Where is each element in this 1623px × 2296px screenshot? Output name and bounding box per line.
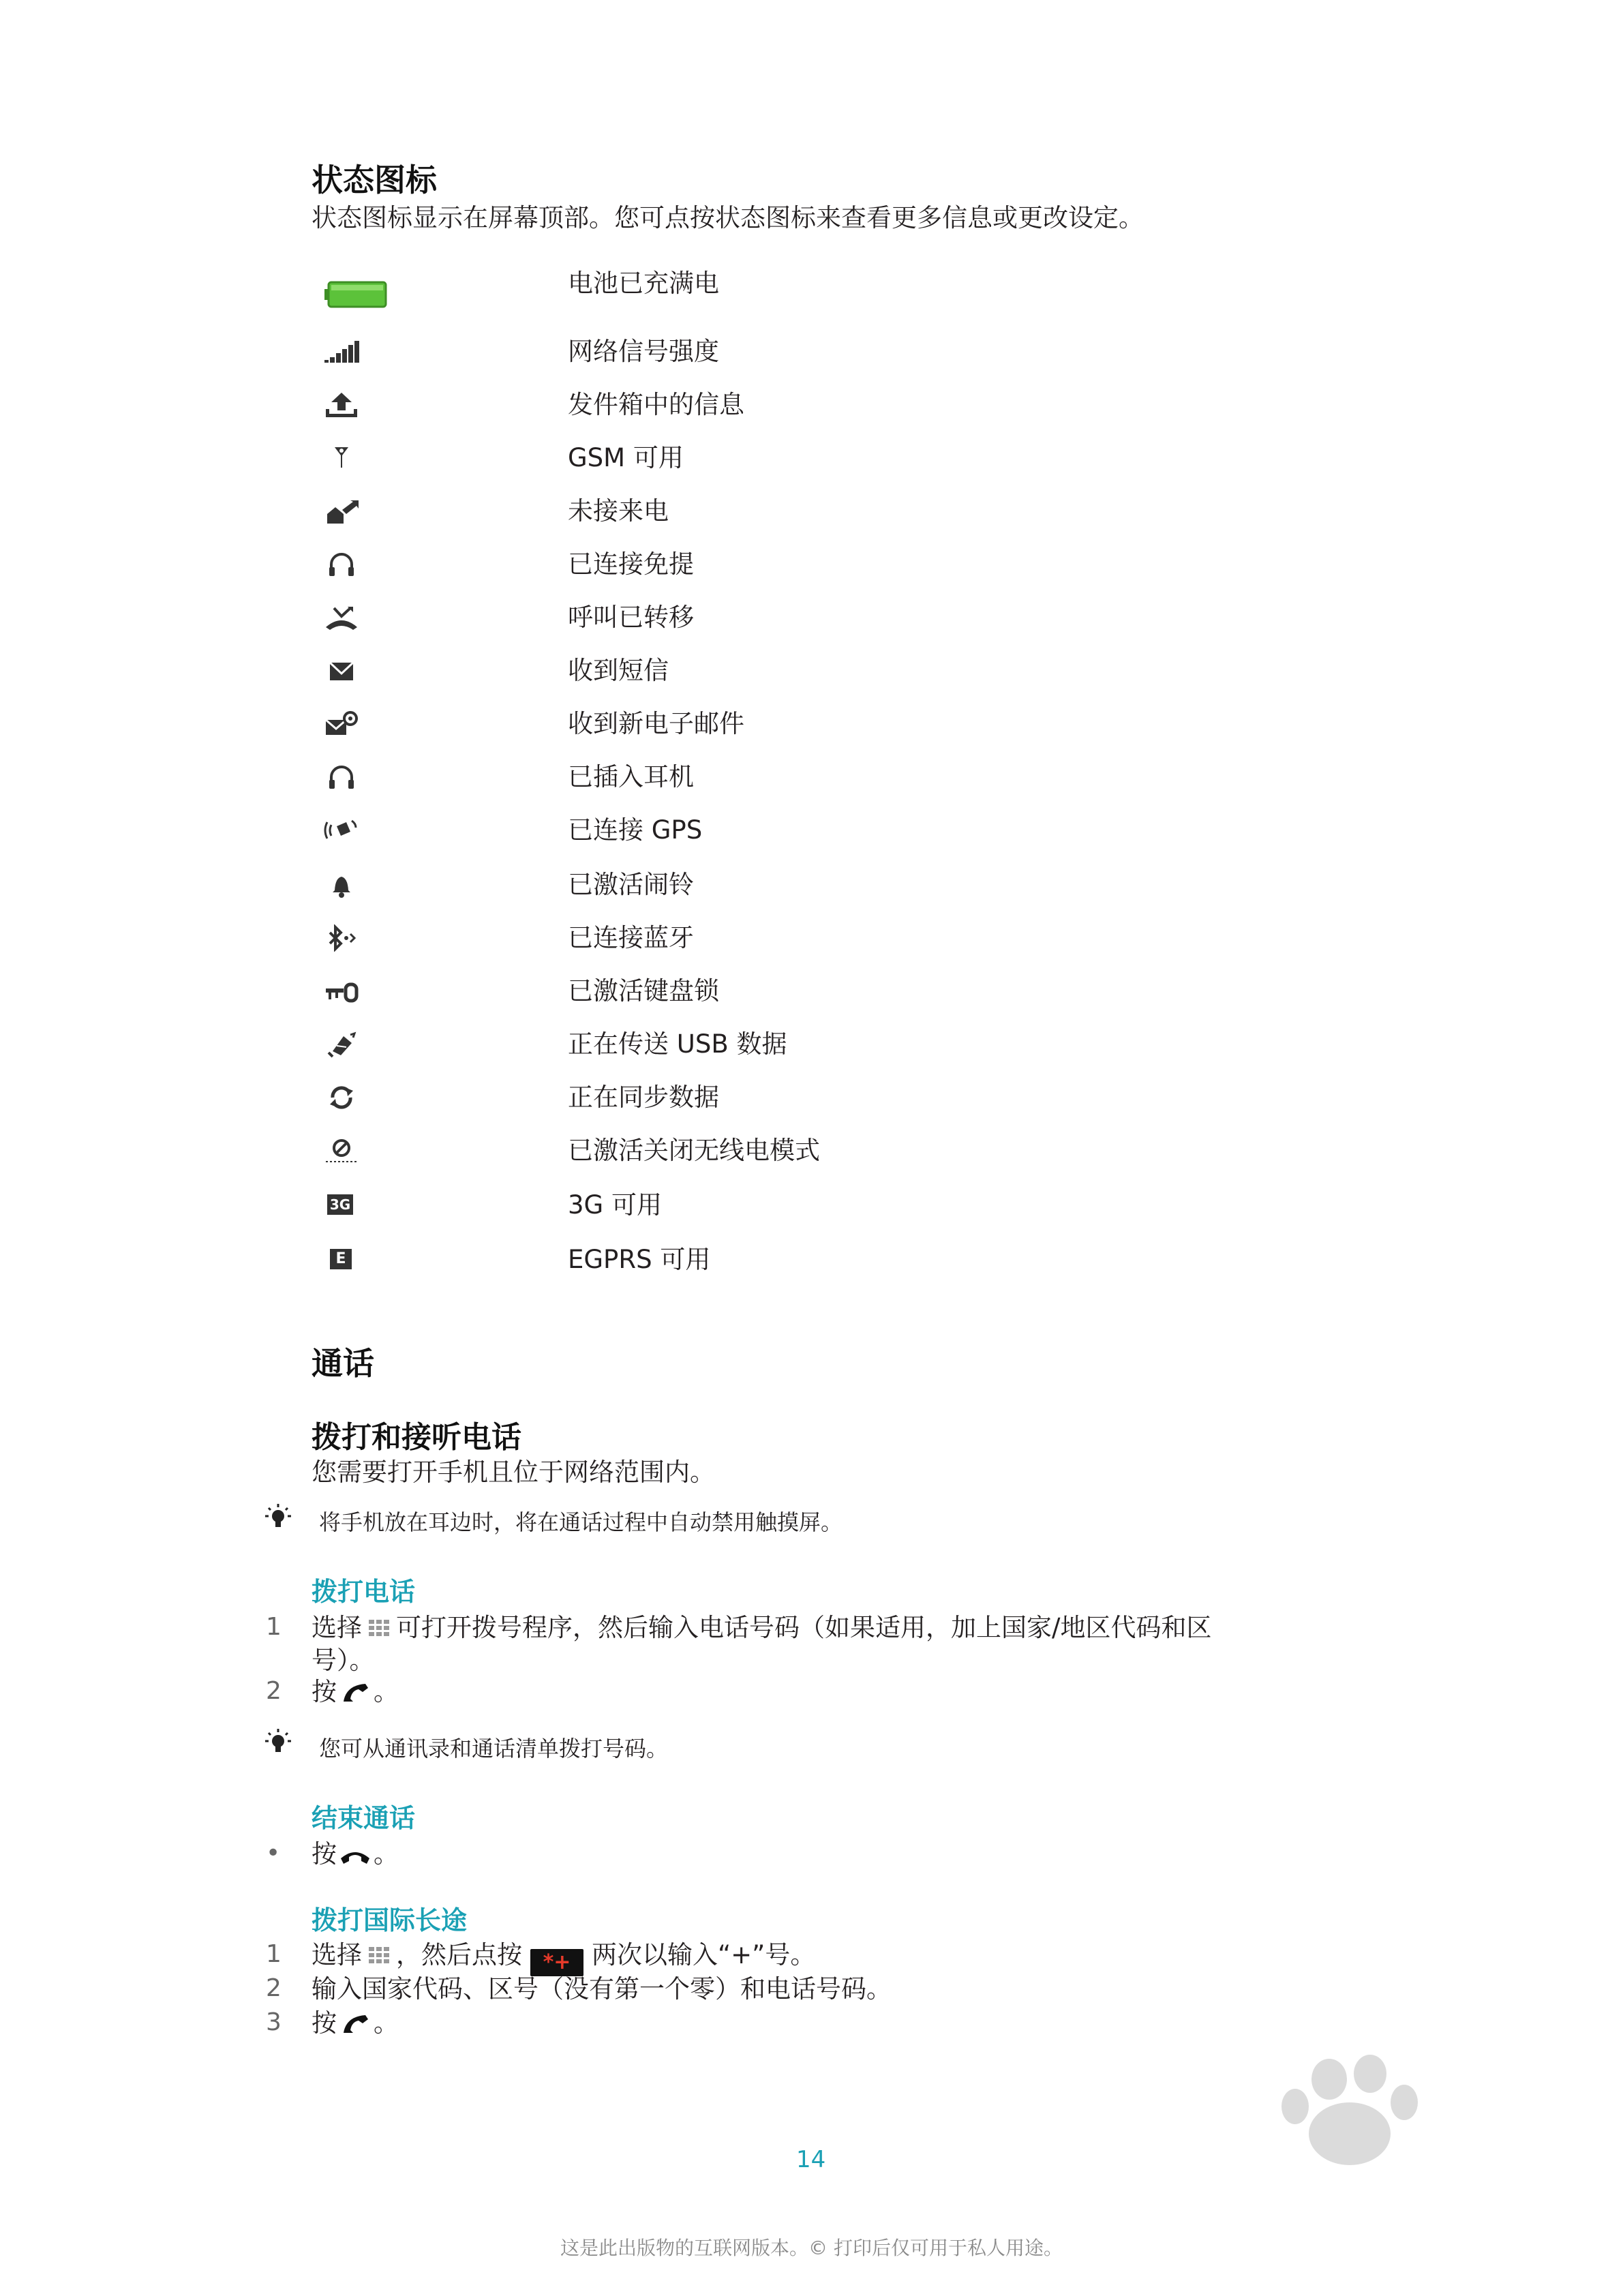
task-title-make-call: 拨打电话: [312, 1577, 416, 1607]
step-number: 3: [266, 2008, 282, 2036]
task-title-intl-call: 拨打国际长途: [312, 1905, 468, 1935]
tip-dial-from-contacts: 您可从通讯录和通话清单拨打号码。: [319, 1736, 669, 1762]
outbox-icon: [323, 391, 360, 419]
status-label: 已激活关闭无线电模式: [568, 1136, 820, 1165]
status-label: 呼叫已转移: [568, 603, 694, 632]
sync-icon: [323, 1084, 360, 1111]
step-text: 可打开拨号程序，然后输入电话号码（如果适用，加上国家/地区代码和区: [396, 1613, 1212, 1642]
section-title-calling: 通话: [312, 1345, 374, 1382]
dialpad-icon: [367, 1946, 391, 1966]
status-label: 已连接蓝牙: [568, 923, 694, 952]
battery-full-icon: [323, 278, 389, 311]
step-text: 选择: [312, 1613, 362, 1642]
step-text: 按: [312, 1677, 337, 1706]
status-label: 正在传送 USB 数据: [568, 1029, 787, 1059]
star-plus-key: *+: [530, 1949, 583, 1976]
status-label: 未接来电: [568, 496, 669, 526]
tip-bulb-icon: [263, 1502, 293, 1532]
watermark-logo: [1152, 2052, 1534, 2256]
step-text: 按: [312, 2008, 337, 2038]
gps-icon: [323, 817, 360, 844]
status-label: 收到短信: [568, 656, 669, 685]
step-text: ，然后点按: [396, 1940, 522, 1969]
status-label: 已连接 GPS: [568, 815, 703, 845]
step-number: 2: [266, 1974, 282, 2002]
step-text: 。: [374, 1677, 399, 1706]
calling-intro: 您需要打开手机且位于网络范围内。: [312, 1457, 715, 1487]
step-number: 1: [266, 1613, 282, 1641]
section-title-status-icons: 状态图标: [312, 162, 437, 198]
step-end-call: [312, 1838, 399, 1871]
status-label: 正在同步数据: [568, 1083, 719, 1112]
step-intl-call-2: 输入国家代码、区号（没有第一个零）和电话号码。: [312, 1974, 892, 2004]
step-text: 。: [374, 2008, 399, 2038]
tip-touchscreen: 将手机放在耳边时，将在通话过程中自动禁用触摸屏。: [319, 1509, 843, 1535]
keylock-icon: [323, 978, 360, 1005]
status-label: 3G 可用: [568, 1190, 662, 1220]
status-label: 网络信号强度: [568, 337, 719, 366]
end-call-handset-icon: [339, 1843, 371, 1867]
subsection-title-make-receive: 拨打和接听电话: [312, 1420, 521, 1455]
flight-mode-icon: [323, 1137, 360, 1164]
headphones-icon: [323, 764, 360, 791]
footer-notice: 这是此出版物的互联网版本。© 打印后仅可用于私人用途。: [560, 2237, 1063, 2259]
bluetooth-icon: [323, 924, 360, 952]
call-handset-icon: [339, 1681, 371, 1704]
step-make-call-1-cont: 号）。: [312, 1646, 375, 1675]
step-text: 两次以输入“+”号。: [592, 1940, 816, 1969]
usb-transfer-icon: [323, 1031, 360, 1058]
status-label: 已插入耳机: [568, 762, 694, 791]
step-make-call-2: [312, 1676, 399, 1708]
bullet: •: [266, 1839, 281, 1867]
status-label: 已激活闹铃: [568, 870, 694, 899]
status-label: 电池已充满电: [568, 269, 719, 298]
3g-icon: [323, 1192, 360, 1219]
step-make-call-1: [312, 1612, 1211, 1644]
step-text: 。: [374, 1839, 399, 1869]
headset-icon: [323, 551, 360, 578]
call-divert-icon: [323, 604, 360, 631]
status-label: GSM 可用: [568, 443, 684, 472]
status-label: 发件箱中的信息: [568, 390, 744, 419]
status-label: EGPRS 可用: [568, 1245, 711, 1274]
gsm-antenna-icon: [323, 444, 360, 472]
dialpad-icon: [367, 1618, 391, 1639]
status-label: 收到新电子邮件: [568, 709, 744, 738]
status-label: 已激活键盘锁: [568, 976, 719, 1006]
task-title-end-call: 结束通话: [312, 1803, 416, 1833]
step-intl-call-3: [312, 2007, 399, 2040]
step-number: 2: [266, 1677, 282, 1705]
signal-strength-icon: [323, 338, 360, 365]
status-icons-intro: 状态图标显示在屏幕顶部。您可点按状态图标来查看更多信息或更改设定。: [312, 203, 1144, 232]
egprs-badge: E: [330, 1249, 352, 1269]
alarm-bell-icon: [323, 871, 360, 898]
tip-bulb-icon: [263, 1727, 293, 1757]
status-label: 已连接免提: [568, 549, 694, 579]
3g-badge: 3G: [327, 1194, 353, 1215]
step-intl-call-1: [312, 1939, 815, 1976]
call-handset-icon: [339, 2012, 371, 2036]
step-number: 1: [266, 1940, 282, 1968]
page-number: 14: [796, 2146, 826, 2173]
missed-call-icon: [323, 498, 360, 525]
step-text: 按: [312, 1839, 337, 1869]
step-text: 选择: [312, 1940, 362, 1969]
egprs-icon: [323, 1246, 360, 1273]
email-icon: [323, 710, 360, 738]
sms-icon: [323, 657, 360, 684]
